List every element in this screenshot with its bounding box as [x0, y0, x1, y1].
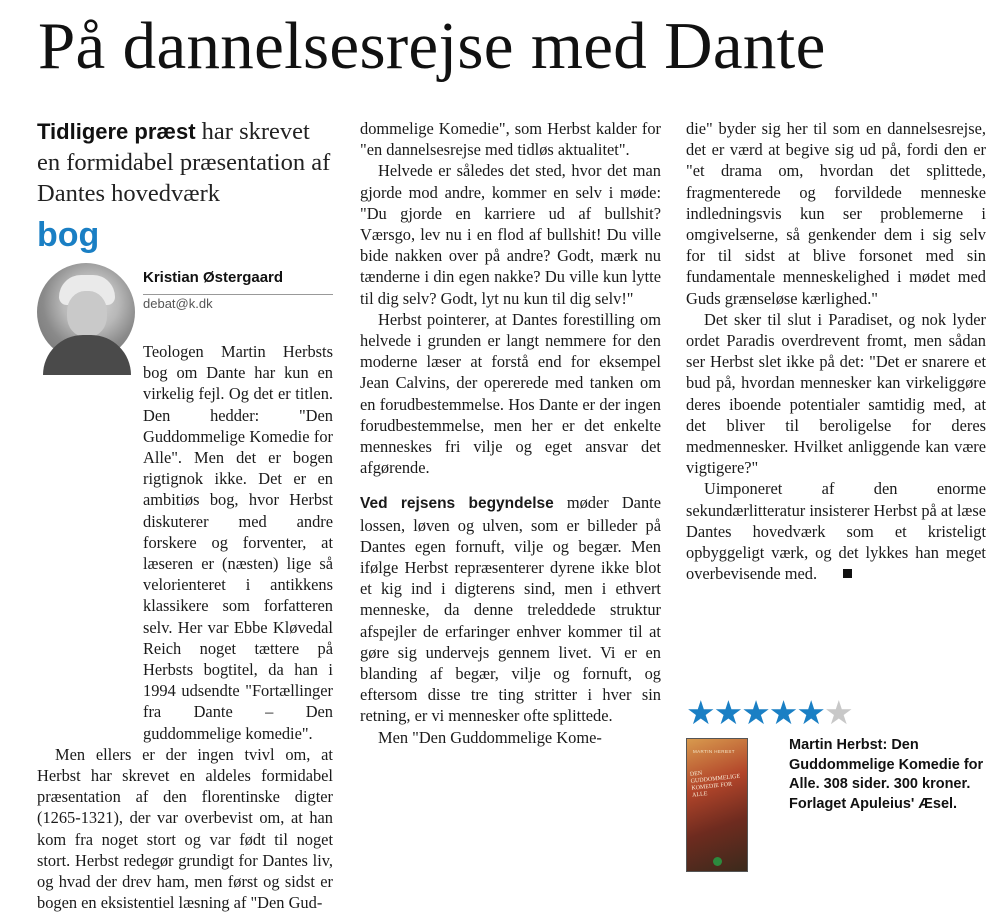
body-paragraph: die" byder sig her til som en dannelsesrejse, det er værd at begive sig ud på, fordi den er "et drama om, hvordan det splittede, fragmenterede og forvildede menneske indledningsvis kun ser problemerne i omgivelserne, så genkender dem i sig selv for til sidst at blive forsonet med sin fundamentale menneskelighed i mødet med Guds grænseløse kærlighed."	[686, 119, 986, 308]
body-paragraph: Men ellers er der ingen tvivl om, at Herbst har skrevet en aldeles formidabel præsentation af den florentinske digter (1265-1321), der var overbevist om, at han kom fra noget stort og var født til noget stort. Herbst redegør grundigt for Dantes liv, og hvad der drev ham, men først og sidst er bogen en eksistentiel læsning af "Den Gud-	[37, 744, 333, 913]
star-rating	[686, 693, 986, 732]
star-icon: ★	[713, 693, 742, 732]
final-paragraph-text: Uimponeret af den enorme sekundærlitteratur insisterer Herbst på at læse Dantes hovedværk som et kristeligt opbyggeligt værk, og det lykkes han meget overbevisende med.	[686, 479, 986, 584]
star-icon: ★	[741, 693, 769, 732]
book-info: Martin Herbst: Den Guddommelige Komedie for Alle. 308 sider. 300 kroner. Forlaget Apuleius' Æsel.	[789, 737, 984, 812]
body-paragraph	[686, 478, 986, 584]
byline	[37, 263, 333, 341]
body-paragraph	[360, 492, 661, 726]
section-label: bog	[37, 216, 100, 254]
deck	[37, 116, 333, 209]
body-paragraph: dommelige Komedie", som Herbst kalder for "en dannelsesrejse med tidløs aktualitet".	[360, 119, 661, 160]
star-icon: ★	[768, 693, 797, 732]
body-paragraph: Teologen Martin Herbsts bog om Dante har kun en virkelig fejl. Og det er titlen. Den hedder: "Den Guddommelige Komedie for Alle". Men det er bogen rigtignok ikke. Det er en ambitiøs bog, hvor Herbst diskuterer med andre forskere og forventer, at læseren er (næsten) lige så velorienteret i antikkens klassikere som forfatteren selv. Her var Ebbe Kløvedal Reich noget tættere på Herbsts bogtitel, da han i 1994 udsendte "Fortællinger fra Dante – Den guddommelige komedie".	[143, 342, 333, 743]
deck-rest: har skrevet en formidabel præsentation af Dantes hovedværk	[37, 118, 331, 207]
subhead: Ved rejsens begyndelse	[360, 495, 554, 513]
column-3	[686, 118, 986, 584]
star-icon: ★	[796, 693, 824, 732]
column-1	[37, 118, 333, 913]
star-icon: ★	[686, 693, 714, 732]
body-paragraph: Det sker til slut i Paradiset, og nok lyder ordet Paradis overdrevent fromt, men sådan ser Herbst slet ikke på det: "Det er snarere et bud på, hvordan mennesker kan virkeliggøre deres iboende potentialer samtidig med, at det bliver til beroligelse for deres medmennesker. Hvilket anliggende kan være vigtigere?"	[686, 309, 986, 478]
body-paragraph: Helvede er således det sted, hvor det man gjorde mod andre, kommer en selv i møde: "Du gjorde en karriere ud af bullshit? Værsgo, lev nu i en flod af bullshit! Du ville bide nakken over på andre? Godt, mærk nu tænderne i din egen nakke? Du ville kun lytte til dig selv? Godt, lyt nu kun til dig selv!"	[360, 161, 661, 308]
review-box	[686, 693, 986, 812]
deck-lead: Tidligere præst	[37, 119, 196, 144]
byline-name: Kristian Østergaard	[143, 267, 333, 295]
author-photo	[37, 263, 135, 361]
body-paragraph: Men "Den Guddommelige Kome-	[378, 727, 602, 747]
column-2	[360, 118, 661, 748]
subhead-continuation: møder Dante lossen, løven og ulven, som er billeder på Dantes egen fornuft, vilje og begær. Men ifølge Herbst repræsenterer dyrene ikke blot et kig ind i digterens sind, men i ethvert menneske, da denne treleddede struktur afspejler de erfaringer enhver kommer til at gøre sig undervejs gennem livet. Vi er en blanding af begær, vilje og fornuft, og eftersom disse tre ting stritter i hver sin retning, er vi mennesker ofte splittede.	[360, 493, 661, 726]
body-paragraph: Herbst pointerer, at Dantes forestilling om helvede i grunden er langt nemmere for den moderne læser at forstå end for eksempel Jean Calvins, der opererede med tanken om en forudbestemmelse. Hos Dante er der ingen forudbestemmelse, men her er det enkelte menneskes fri vilje og eget ansvar det afgørende.	[360, 309, 661, 478]
byline-email[interactable]: debat@k.dk	[143, 296, 213, 311]
end-mark-icon	[843, 569, 852, 578]
book-cover-image	[686, 738, 748, 872]
publisher-logo-icon	[713, 857, 722, 866]
book-cover-title: DEN GUDDOMMELIGE KOMEDIE FOR ALLE	[689, 770, 741, 799]
headline: På dannelsesrejse med Dante	[38, 9, 826, 83]
book-cover-author: MARTIN HERBST	[693, 749, 735, 754]
star-empty-icon: ★	[823, 693, 852, 732]
